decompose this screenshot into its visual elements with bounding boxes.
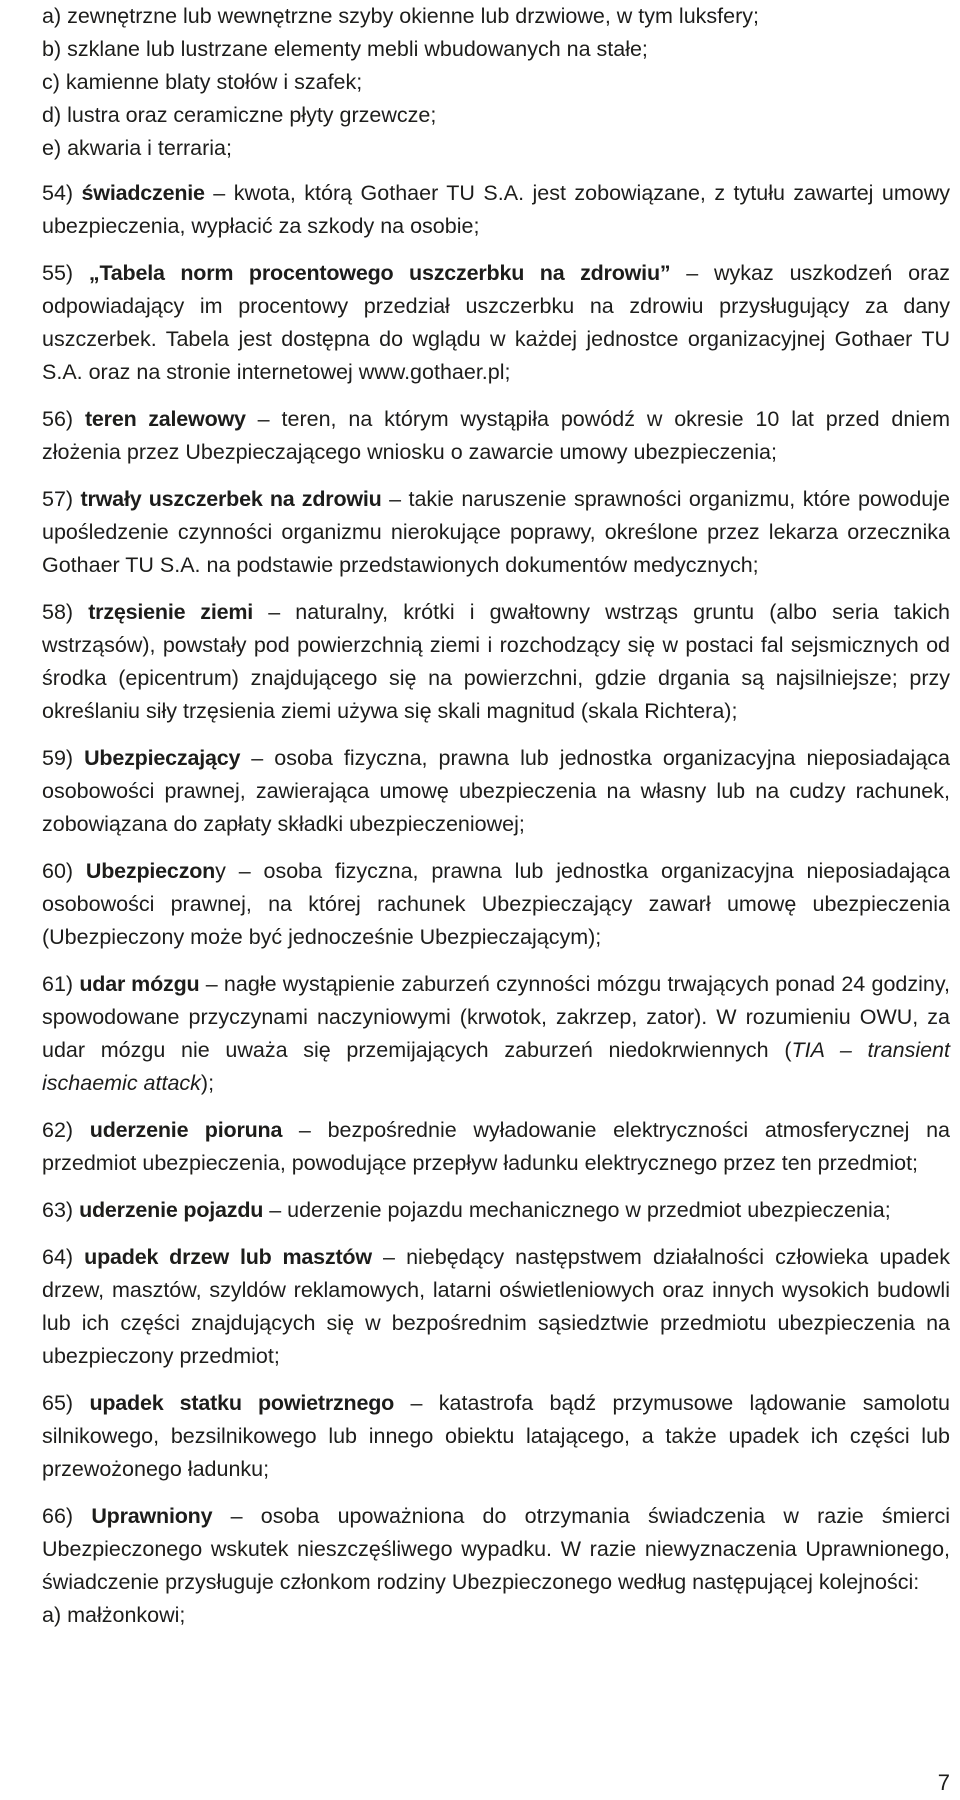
definition-item — [42, 968, 950, 1100]
definition-term: Ubezpieczon — [85, 859, 216, 883]
definition-term: upadek statku powietrznego — [89, 1391, 395, 1415]
definition-item — [42, 257, 950, 389]
definition-number: 58) — [42, 600, 74, 624]
definition-term: świadczenie — [81, 181, 205, 205]
definition-separator: – — [670, 261, 715, 285]
definition-number: 65) — [42, 1391, 74, 1415]
definition-separator: – — [381, 487, 409, 511]
definition-separator: – — [245, 407, 282, 431]
definition-number: 57) — [42, 487, 74, 511]
definition-separator: – — [204, 181, 234, 205]
definition-text: osoba fizyczna, prawna lub jednostka organizacyjna nieposiadająca osobowości prawnej, na której rachunek Ubezpieczający zawarł umowę ubezpieczenia (Ubezpieczony może być jednocześnie Ubezpieczającym); — [42, 859, 950, 949]
definition-item — [42, 1387, 950, 1486]
definition-term: teren zalewowy — [84, 407, 246, 431]
definition-list — [42, 177, 950, 1632]
list-item: b) szklane lub lustrzane elementy mebli wbudowanych na stałe; — [42, 37, 648, 61]
definition-text: bezpośrednie wyładowanie elektryczności atmosferycznej na przedmiot ubezpieczenia, powodujące przepływ ładunku elektrycznego przez ten przedmiot; — [42, 1118, 951, 1175]
definition-separator: – — [371, 1245, 407, 1269]
definition-text: naturalny, krótki i gwałtowny wstrząs gruntu (albo seria takich wstrząsów), powstały pod powierzchnią ziemi i rozchodzący się w postaci fal sejsmicznych od środka (epicentrum) znajdującego się na powierzchni, gdzie drgania są najsilniejsze; przy określaniu siły trzęsienia ziemi używa się skali magnitud (skala Richtera); — [42, 600, 951, 723]
definition-text: wykaz uszkodzeń oraz odpowiadający im procentowy przedział uszczerbku na zdrowiu przysługujący za dany uszczerbek. Tabela jest dostępna do wglądu w każdej jednostce organizacyjnej Gothaer TU S.A. oraz na stronie internetowej www.gothaer.pl; — [42, 261, 950, 384]
definition-term: trzęsienie ziemi — [88, 600, 254, 624]
definition-term-suffix: y — [215, 859, 226, 883]
definition-item — [42, 1241, 950, 1373]
definition-text: uderzenie pojazdu mechanicznego w przedmiot ubezpieczenia; — [287, 1198, 891, 1222]
definition-text-end: ); — [200, 1071, 215, 1095]
definition-separator: – — [253, 600, 296, 624]
definition-term: „Tabela norm procentowego uszczerbku na zdrowiu” — [88, 261, 671, 285]
document-page — [42, 0, 950, 1632]
definition-item — [42, 403, 950, 469]
definition-separator: – — [199, 972, 224, 996]
definition-separator: – — [263, 1198, 288, 1222]
definition-number: 66) — [42, 1504, 74, 1528]
definition-italic-text: TIA – transient ischaemic attack — [42, 1038, 950, 1095]
definition-item — [42, 483, 950, 582]
definition-text: osoba upoważniona do otrzymania świadczenia w razie śmierci Ubezpieczonego wskutek nieszczęśliwego wypadku. W razie niewyznaczenia Uprawnionego, świadczenie przysługuje członkom rodziny Ubezpieczonego według następującej kolejności: — [42, 1504, 950, 1594]
definition-number: 62) — [42, 1118, 74, 1142]
definition-number: 56) — [42, 407, 74, 431]
definition-text: katastrofa bądź przymusowe lądowanie samolotu silnikowego, bezsilnikowego lub innego obiektu latającego, a także upadek ich części lub przewożonego ładunku; — [42, 1391, 950, 1481]
definition-item — [42, 1500, 950, 1632]
intro-sub-list — [42, 0, 950, 165]
definition-separator: – — [282, 1118, 328, 1142]
definition-text: takie naruszenie sprawności organizmu, które powoduje upośledzenie czynności organizmu nierokujące poprawy, określone przez lekarza orzecznika Gothaer TU S.A. na podstawie przedstawionych dokumentów medycznych; — [42, 487, 951, 577]
definition-separator: – — [394, 1391, 439, 1415]
definition-term: udar mózgu — [79, 972, 200, 996]
definition-text: nagłe wystąpienie zaburzeń czynności mózgu trwających ponad 24 godziny, spowodowane przyczynami naczyniowymi (krwotok, zakrzep, zator). W rozumieniu OWU, za udar mózgu nie uważa się przemijających zaburzeń niedokrwiennych ( — [42, 972, 950, 1062]
definition-term: uderzenie pioruna — [89, 1118, 283, 1142]
definition-number: 63) — [42, 1198, 74, 1222]
definition-number: 61) — [42, 972, 74, 996]
definition-item — [42, 742, 950, 841]
definition-item — [42, 177, 950, 243]
list-item: d) lustra oraz ceramiczne płyty grzewcze; — [42, 103, 437, 127]
definition-sub-item: a) małżonkowi; — [42, 1603, 186, 1627]
definition-text: osoba fizyczna, prawna lub jednostka organizacyjna nieposiadająca osobowości prawnej, zawierająca umowę ubezpieczenia na własny lub na cudzy rachunek, zobowiązana do zapłaty składki ubezpieczeniowej; — [42, 746, 950, 836]
definition-item — [42, 855, 950, 954]
definition-term: trwały uszczerbek na zdrowiu — [80, 487, 382, 511]
definition-text: niebędący następstwem działalności człowieka upadek drzew, masztów, szyldów reklamowych, latarni oświetleniowych oraz innych wysokich budowli lub ich części znajdujących się w bezpośrednim sąsiedztwie przedmiotu ubezpieczenia na ubezpieczony przedmiot; — [42, 1245, 951, 1368]
definition-number: 54) — [42, 181, 74, 205]
definition-item — [42, 596, 950, 728]
definition-term: upadek drzew lub masztów — [84, 1245, 372, 1269]
definition-text: kwota, którą Gothaer TU S.A. jest zobowiązane, z tytułu zawartej umowy ubezpieczenia, wypłacić za szkody na osobie; — [42, 181, 950, 238]
definition-separator: – — [225, 859, 264, 883]
definition-term: uderzenie pojazdu — [79, 1198, 264, 1222]
definition-separator: – — [240, 746, 275, 770]
definition-text: teren, na którym wystąpiła powódź w okresie 10 lat przed dniem złożenia przez Ubezpieczającego wniosku o zawarcie umowy ubezpieczenia; — [42, 407, 950, 464]
definition-number: 60) — [42, 859, 74, 883]
definition-number: 55) — [42, 261, 74, 285]
page-number: 7 — [937, 1770, 950, 1795]
definition-term: Uprawniony — [91, 1504, 213, 1528]
definition-separator: – — [212, 1504, 261, 1528]
definition-term: Ubezpieczający — [84, 746, 241, 770]
list-item: a) zewnętrzne lub wewnętrzne szyby okienne lub drzwiowe, w tym luksfery; — [42, 4, 759, 28]
definition-item — [42, 1194, 950, 1227]
definition-item — [42, 1114, 950, 1180]
list-item: e) akwaria i terraria; — [42, 136, 232, 160]
definition-number: 59) — [42, 746, 74, 770]
list-item: c) kamienne blaty stołów i szafek; — [42, 70, 363, 94]
definition-number: 64) — [42, 1245, 74, 1269]
